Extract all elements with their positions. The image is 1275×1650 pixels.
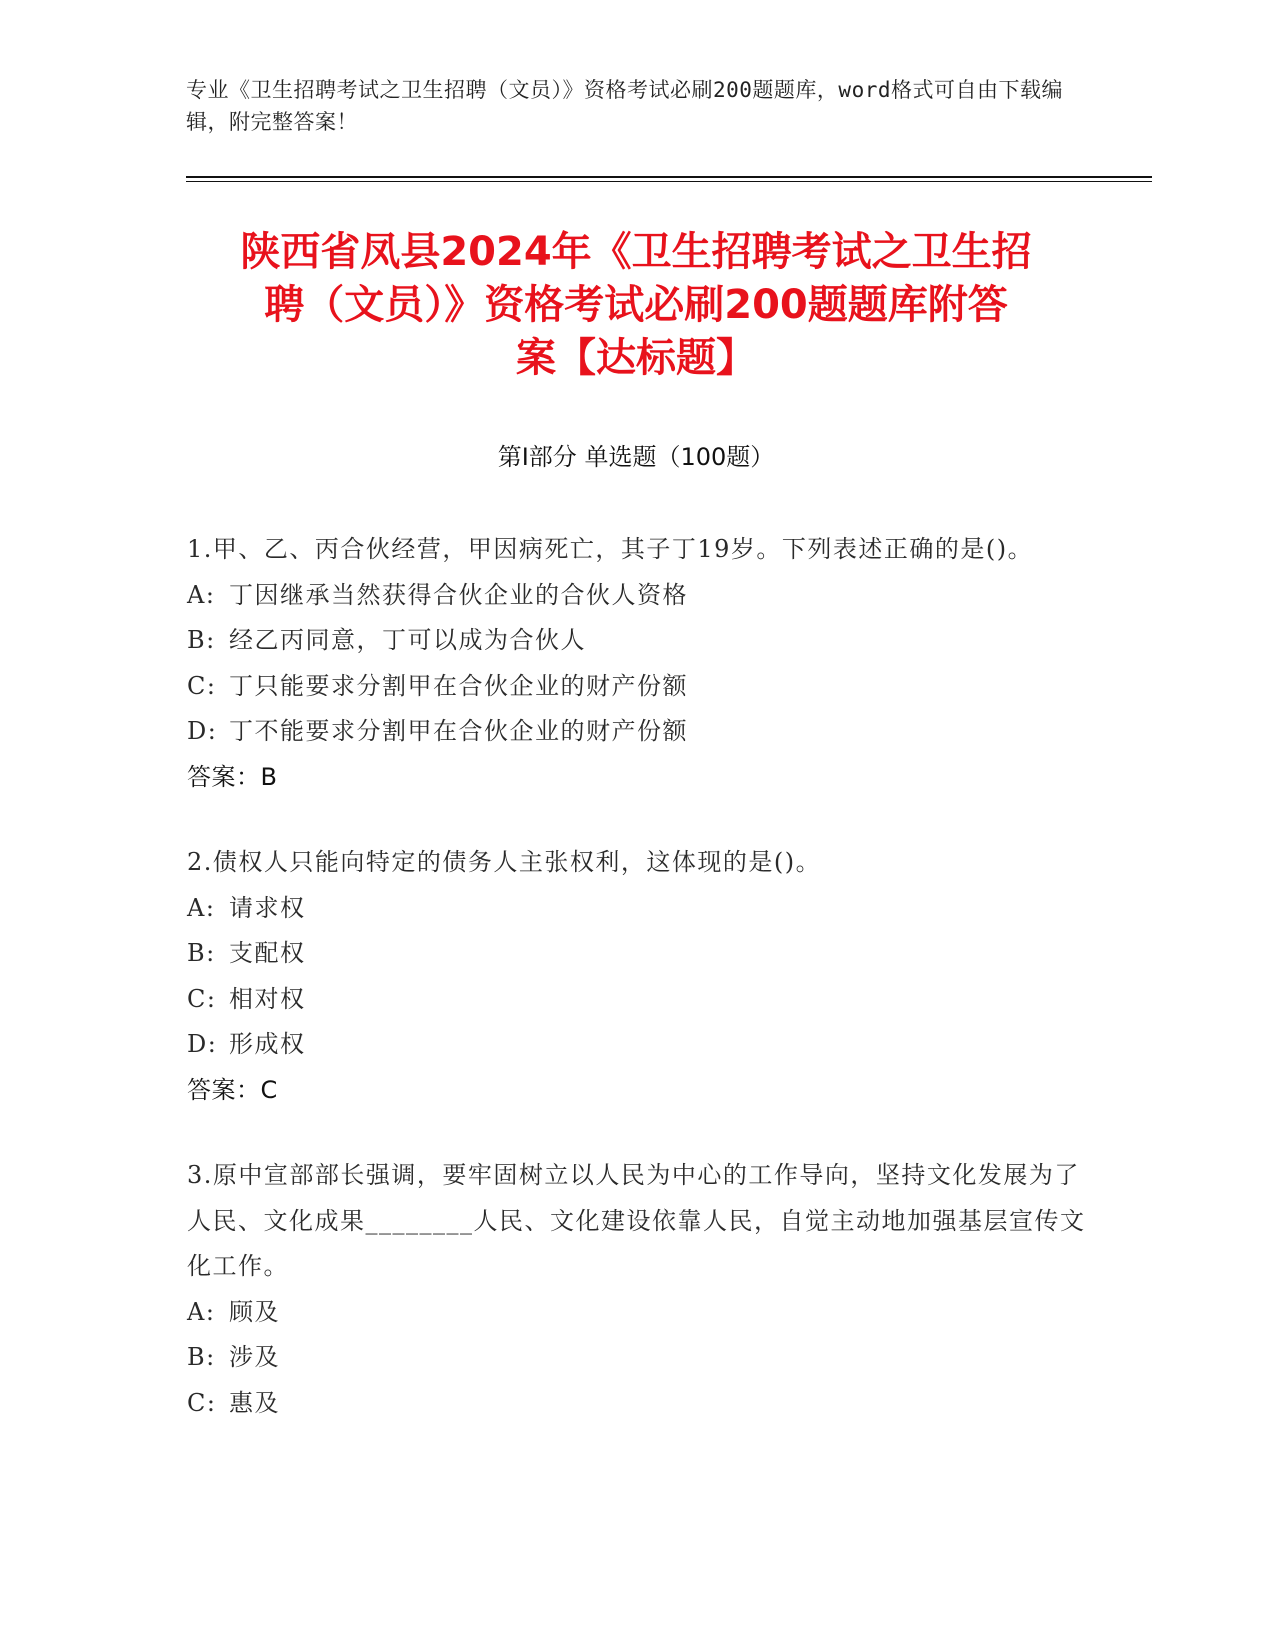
option-text: 支配权 — [229, 939, 306, 967]
option-key: D: — [187, 1030, 218, 1058]
option-text: 形成权 — [229, 1030, 306, 1058]
header-note: 专业《卫生招聘考试之卫生招聘（文员）》资格考试必刷200题题库，word格式可自由下载编辑，附完整答案！ — [186, 78, 1063, 134]
option-text: 经乙丙同意，丁可以成为合伙人 — [229, 626, 586, 654]
option-key: B: — [187, 1343, 216, 1371]
title-line: 陕西省凤县2024年《卫生招聘考试之卫生招 — [240, 229, 1032, 275]
option-c — [187, 1381, 1087, 1427]
option-a — [187, 886, 1087, 932]
option-text: 涉及 — [229, 1343, 280, 1371]
option-text: 丁只能要求分割甲在合伙企业的财产份额 — [229, 671, 688, 700]
option-b — [187, 618, 1087, 664]
option-key: D: — [187, 717, 218, 745]
title-line: 聘（文员）》资格考试必刷200题题库附答 — [264, 282, 1008, 328]
option-text: 顾及 — [229, 1297, 280, 1326]
option-key: C: — [187, 1388, 217, 1417]
header-rule-thin — [186, 181, 1152, 182]
question-stem: 3.原中宣部部长强调，要牢固树立以人民为中心的工作导向，坚持文化发展为了人民、文化成果________人民、文化建设依靠人民，自觉主动地加强基层宣传文化工作。 — [187, 1161, 1086, 1280]
option-text: 丁不能要求分割甲在合伙企业的财产份额 — [229, 717, 688, 745]
answer-line: 答案：C — [187, 1075, 278, 1104]
option-d — [187, 709, 1087, 755]
option-text: 相对权 — [229, 984, 306, 1013]
option-c — [187, 664, 1087, 710]
option-text: 丁因继承当然获得合伙企业的合伙人资格 — [229, 580, 688, 609]
option-a — [187, 1290, 1087, 1336]
option-b — [187, 1335, 1087, 1381]
section-title: 第Ⅰ部分 单选题（100题） — [497, 443, 775, 471]
document-title — [176, 226, 1096, 385]
option-text: 请求权 — [229, 893, 306, 922]
option-key: A: — [187, 1297, 216, 1326]
question-stem: 2.债权人只能向特定的债务人主张权利，这体现的是()。 — [187, 848, 822, 876]
option-b — [187, 931, 1087, 977]
answer-line: 答案：B — [187, 762, 278, 791]
question-1 — [187, 527, 1087, 800]
question-stem: 1.甲、乙、丙合伙经营，甲因病死亡，其子丁19岁。下列表述正确的是()。 — [187, 535, 1034, 563]
option-key: C: — [187, 671, 217, 700]
option-key: B: — [187, 939, 216, 967]
option-a — [187, 573, 1087, 619]
option-c — [187, 977, 1087, 1023]
question-2 — [187, 840, 1087, 1113]
header-rule-thick — [186, 176, 1152, 178]
title-line: 案【达标题】 — [516, 335, 756, 381]
question-list — [187, 527, 1087, 1466]
option-text: 惠及 — [229, 1388, 280, 1417]
option-key: B: — [187, 626, 216, 654]
option-d — [187, 1022, 1087, 1068]
option-key: C: — [187, 984, 217, 1013]
question-3 — [187, 1153, 1087, 1426]
option-key: A: — [187, 580, 216, 609]
option-key: A: — [187, 893, 216, 922]
